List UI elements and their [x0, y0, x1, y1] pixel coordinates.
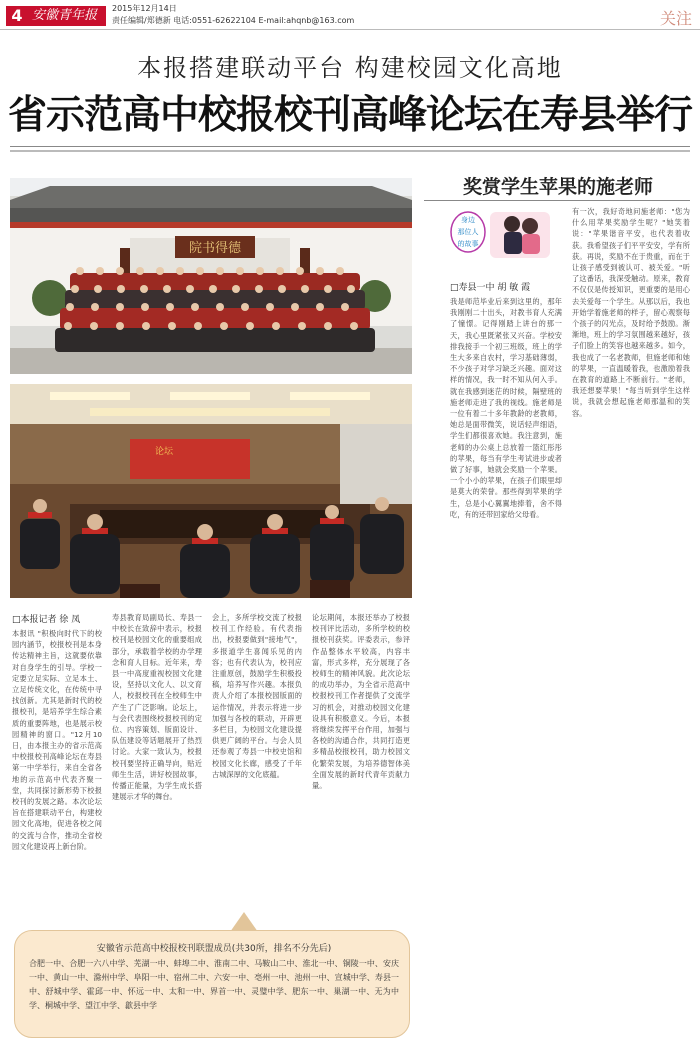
banner-pointer	[230, 912, 258, 932]
sidebar-column-1: 我是师范毕业后来到这里的，那年我刚刚二十出头，对教书育人充满了憧憬。记得刚踏上讲台的那一天，我心里既紧张又兴奋。学校安排我接手一个初三班级，班上的学生大多来自农村，学习基础薄弱，不少孩子对学习缺乏兴趣。面对这样的情况，我一时不知从何入手。就在我感到迷茫的时候，隔壁班的施老师走进了我的视线。施老师是一位有着二十多年教龄的老教师，她总是面带微笑，说话轻声细语，学生们都很喜欢她。我注意到，施老师的办公桌上总放着一篮红彤彤的苹果，每当有学生考试进步或者做了好事，她就会奖励一个苹果。一个小小的苹果，在孩子们眼里却是莫大的荣誉。那些得到苹果的学生，总是小心翼翼地捧着，舍不得吃，有的还带回家给父母看。	[450, 297, 562, 519]
conference-photo-illustration	[10, 384, 412, 598]
article-column-4: 论坛期间，本报还举办了校报校刊评比活动，多所学校的校报校刊获奖。评委表示，参评作品整体水平较高，内容丰富，形式多样，充分展现了各校师生的精神风貌。此次论坛的成功举办，为全省示范高中校报校刊工作者提供了交流学习的机会，对推动校园文化建设具有积极意义。今后，本报将继续发挥平台作用，加强与各校的沟通合作，共同打造更多精品校报校刊，助力校园文化繁荣发展，为培养德智体美全面发展的新时代青年贡献力量。	[312, 613, 410, 791]
group-photo	[10, 178, 412, 374]
story-graphic-illustration	[450, 206, 554, 260]
banner-title: 安徽省示范高中校报校刊联盟成员(共30所，排名不分先后)	[96, 944, 332, 954]
sidebar-story-title: 奖赏学生苹果的施老师	[462, 176, 653, 198]
editor-contacts: 责任编辑/郑德新 电话:0551-62622104 E-mail:ahqnb@163.com	[112, 16, 355, 25]
alliance-banner	[14, 930, 410, 1038]
group-photo-illustration	[10, 178, 412, 374]
divider	[10, 150, 690, 152]
svg-text:身边: 身边	[461, 216, 475, 224]
sidebar-column-2: 有一次，我好奇地问施老师："您为什么用苹果奖励学生呢？"她笑着说："苹果谐音平安，也代表着收获。我希望孩子们平平安安，学有所获。再说，奖励不在于贵重，而在于让孩子感受到被认可、被关爱。"听了这番话，我深受触动。原来，教育不仅仅是传授知识，更重要的是用心去关爱每一个学生。从那以后，我也开始学着施老师的样子，留心观察每个孩子的闪光点，及时给予鼓励。渐渐地，班上的学习氛围越来越好，孩子们脸上的笑容也越来越多。如今，我也成了一名老教师，但施老师和她的苹果，一直温暖着我，也激励着我在教育的道路上不断前行。"老师，我还想要苹果！"每当听到学生这样说，我就会想起施老师那温和的笑容。	[572, 207, 690, 418]
follow-button[interactable]: 关注	[659, 9, 692, 28]
page-number: 4	[6, 6, 28, 26]
divider	[424, 200, 690, 201]
article-byline: □本报记者 徐 凤	[12, 615, 81, 625]
page-header	[0, 0, 700, 30]
story-graphic	[450, 206, 554, 260]
masthead-logo: 安徽青年报	[28, 6, 106, 26]
divider	[10, 146, 690, 147]
plaque-text: 院书得德	[188, 241, 242, 256]
issue-date: 2015年12月14日	[112, 4, 177, 13]
banner-members: 合肥一中、合肥一六八中学、芜湖一中、蚌埠二中、淮南二中、马鞍山二中、淮北一中、铜陵一中、安庆一中、黄山一中、滁州中学、阜阳一中、宿州二中、六安一中、亳州一中、池州一中、宣城中学、寿县一中、舒城中学、霍邱一中、怀远一中、太和一中、界首一中、灵璧中学、肥东一中、巢湖一中、无为中学、桐城中学、望江中学、歙县中学	[29, 959, 399, 1010]
article-column-3: 会上，多所学校交流了校报校刊工作经验。有代表指出，校报要做到"接地气"，多报道学生喜闻乐见的内容；也有代表认为，校刊应注重原创，鼓励学生积极投稿，培养写作兴趣。本报负责人介绍了本报校园版面的运作情况，并表示将进一步加强与各校的联动，开辟更多栏目，为校园文化建设提供更广阔的平台。与会人员还参观了寿县一中校史馆和校园文化长廊，感受了千年古城深厚的文化底蕴。	[212, 613, 302, 779]
sidebar-byline: □寿县一中 胡 敏 霞	[450, 283, 531, 293]
headline: 省示范高中校报校刊高峰论坛在寿县举行	[7, 92, 692, 138]
conference-banner-text: 论坛	[155, 447, 174, 457]
svg-text:的故事: 的故事	[457, 240, 479, 248]
article-column-1: 本报讯 "积极向时代下的校园内涵节，校报校刊是本身传达精神主旨，这就要依靠对自身学生的引导。学校一定要立足实际、立足本土、立足传统文化，在传统中寻找创新。尤其是新时代的校报校刊，是培养学生综合素质的重要阵地，也是展示校园精神的窗口。"12月10日，由本报主办的省示范高中校报校刊高峰论坛在寿县第一中学举行，来自全省各地的示范高中代表齐聚一堂，共同探讨新形势下校报校刊的发展之路。本次论坛旨在搭建联动平台，构建校园文化高地，促进各校之间的交流与合作，推动全省校园文化建设再上新台阶。	[12, 629, 102, 851]
article-column-2: 寿县教育局副局长、寿县一中校长在致辞中表示，校报校刊是校园文化的重要组成部分，承载着学校的办学理念和育人目标。近年来，寿县一中高度重视校园文化建设，坚持以文化人、以文育人，校报校刊在全校师生中产生了广泛影响。论坛上，与会代表围绕校报校刊的定位、内容策划、版面设计、队伍建设等话题展开了热烈讨论。大家一致认为，校报校刊要坚持正确导向，贴近师生生活，讲好校园故事，传播正能量，为学生成长搭建展示才华的舞台。	[112, 613, 202, 802]
conference-photo	[10, 384, 412, 598]
svg-text:那位人: 那位人	[457, 228, 479, 236]
subheadline: 本报搭建联动平台 构建校园文化高地	[137, 54, 563, 82]
